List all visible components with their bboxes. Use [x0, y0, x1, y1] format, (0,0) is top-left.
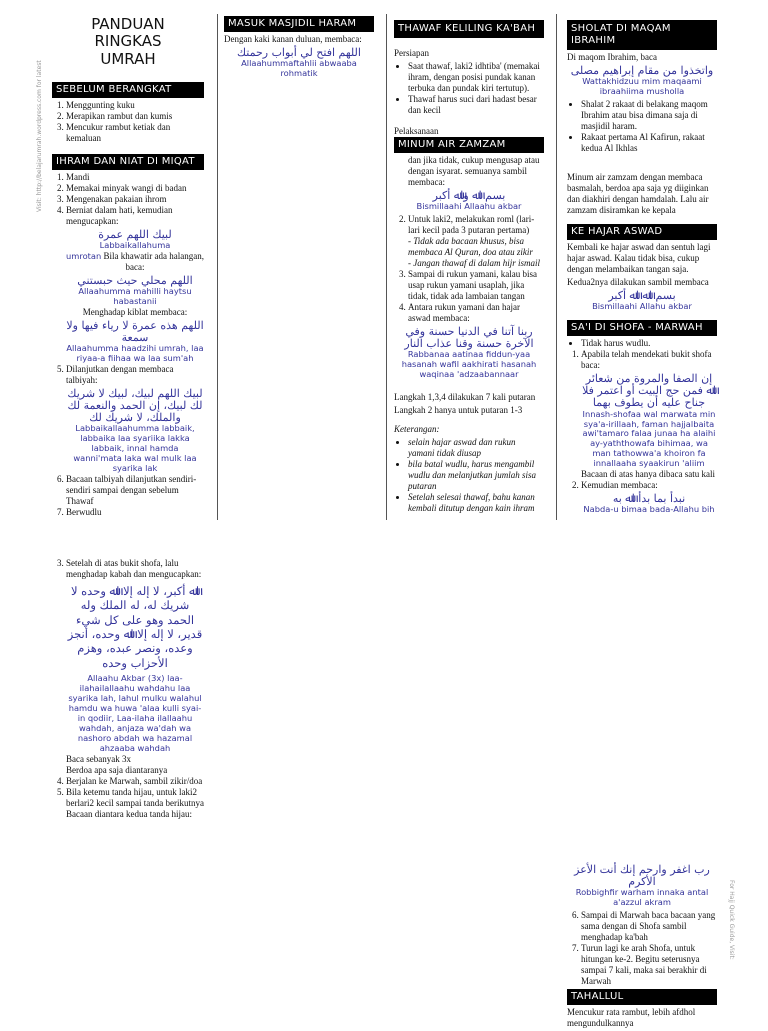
item-text: Untuk laki2, melakukan roml (lari-lari kecil pada 3 putaran pertama)	[408, 214, 535, 236]
arabic-text: رب اﻏﻔﺮ وارﺣﻢ إﻧﻚ أﻧﺖ اﻷﻋﺰ اﻷﻛﺮم	[574, 863, 710, 889]
list-item	[66, 558, 204, 776]
list-item: 2. Memakai minyak wangi di badan	[66, 183, 204, 194]
item-text: Berniat dalam hati, kemudian mengucapkan:	[66, 204, 173, 226]
list-item: 5. Bila ketemu tanda hijau, untuk laki2 berlari2 kecil sampai tanda berikutnya Bacaan diantara kedua tanda hijau:	[66, 787, 204, 820]
sebelum-header: SEBELUM BERANGKAT	[52, 82, 204, 98]
transliteration: Allaahumma mahilli haytsu habastanii	[78, 285, 192, 306]
transliteration: Allaahu Akbar (3x) laa-ilahailallaahu wahdahu laa syarika lah, lahul mulku walahul hamdu wa huwa 'alaa kulli syai-in qodiir, Laa-ilaha ilallaahu wahdah, anjaza wa'dah wa nashoro abdah wa hazamal ahzaaba wahdah	[68, 673, 202, 753]
sai-steps	[567, 349, 717, 515]
note: Bacaan di atas hanya dibaca satu kali	[581, 469, 715, 480]
transliteration: Robbighfir warham innaka antal a'azzul akram	[575, 887, 709, 908]
note: Berdoa apa saja diantaranya	[66, 764, 168, 775]
hajar-text-2: Kedua2nya dilakukan sambil membaca	[567, 277, 709, 288]
arabic-text: ﺑﺴﻢ اﷲ اﷲ أﻛﺒﺮ	[608, 289, 676, 303]
list-item: • Setelah selesai thawaf, bahu kanan kembali ditutup dengan kain ihram	[408, 492, 544, 514]
list-item: • selain hajar aswad dan rukun yamani tidak diusap	[408, 437, 544, 459]
arabic-text: رﺑﻨﺎ آﺗﻨﺎ ﻓﻲ اﻟﺪﻧﻴﺎ ﺣﺴﻨﺔ وﻓﻲ اﻵﺧﺮة ﺣﺴﻨﺔ وﻗﻨﺎ ﻋﺬاب اﻟﻨﺎر	[404, 324, 534, 350]
sholat-text: Di maqom Ibrahim, baca	[567, 52, 657, 63]
keterangan-list	[394, 437, 544, 514]
note: - Tidak ada bacaan khusus, bisa membaca Al Quran, doa atau zikir	[408, 236, 533, 258]
divider-3	[556, 14, 557, 520]
zamzam-text: Minum air zamzam dengan membaca basmalah, berdoa apa saja yg diiginkan dan diakhiri dengan hamdalah. Lalu air zamzam disiramkan ke kepala	[567, 172, 709, 216]
transliteration: Innash-shofaa wal marwata min sya'a-irillaah, faman hajjalbaita awi'tamaro falaa junaa ha alaihi ay-yaththowafa bihimaa, wa man tathowwa'a khoiron fa innallaaha syaakirun 'aliim	[582, 408, 716, 469]
list-item: • Thawaf harus suci dari hadast besar dan kecil	[408, 94, 544, 116]
list-item: • Rakaat pertama Al Kafirun, rakaat kedua Al Ikhlas	[581, 132, 717, 154]
tahallul-header: TAHALLUL	[567, 989, 717, 1005]
list-item: 3. Sampai di rukun yamani, kalau bisa usap rukun yamani usaplah, jika tidak, tidak ada lambaian tangan	[408, 269, 544, 302]
arabic-text: واﺗﺨﺬوا ﻣﻦ ﻣﻘﺎم إﺑﺮاﻫﻴﻢ ﻣﺼﻠﻰ	[570, 64, 714, 78]
arabic-text: ﻟﺒﻴﻚ اﻟﻠﻬﻢ ﻋﻤﺮة	[98, 227, 172, 241]
note: Bila khawatir ada halangan, baca:	[103, 250, 204, 272]
item-text: Kemudian membaca:	[581, 480, 658, 491]
list-item	[581, 480, 717, 515]
list-item: 4. Antara rukun yamani dan hajar aswad membaca:	[408, 302, 544, 324]
hajar-header: KE HAJAR ASWAD	[567, 224, 717, 240]
thawaf-steps	[394, 214, 544, 324]
transliteration: Allaahumma haadzihi umrah, laa riyaa-a fiihaa wa laa sum'ah	[66, 342, 204, 363]
sai-header: SA'I DI SHOFA - MARWAH	[567, 320, 717, 336]
page-title: PANDUAN RINGKAS UMRAH	[91, 15, 165, 68]
note: Baca sebanyak 3x	[66, 753, 131, 764]
list-item	[66, 205, 204, 364]
side-note-right: For Hajj Quick Guide, Visit:	[728, 880, 735, 960]
transliteration: Nabda-u bimaa bada-Allahu bih	[583, 504, 715, 515]
arabic-text: ﻟﺒﻴﻚ اﻟﻠﻬﻢ ﻟﺒﻴﻚ، ﻟﺒﻴﻚ ﻻ ﺷﺮﻳﻚ ﻟﻚ ﻟﺒﻴﻚ، إن اﻟﺤﻤﺪ واﻟﻨﻌﻤﺔ ﻟﻚ واﻟﻤﻠﻚ، ﻻ ﺷﺮﻳﻚ ﻟﻚ	[67, 386, 203, 425]
arabic-text: ﻧﺒﺪأ ﺑﻤﺎ ﺑﺪأ اﷲ ﺑﻪ	[612, 492, 686, 506]
arabic-text: ﺑﺴﻢ اﷲ واﷲ أﻛﺒﺮ	[432, 189, 506, 203]
transliteration: Wattakhidzuu mim maqaami ibraahiima mushollа	[582, 76, 702, 97]
ihram-list	[52, 172, 204, 518]
sholat-list	[567, 99, 717, 154]
bottom-left	[52, 556, 204, 822]
tahallul-text: Mencukur rata rambut, lebih afdhol mengundulkannya	[567, 1007, 696, 1029]
sai-steps-continued	[52, 558, 204, 820]
list-item: 6. Sampai di Marwah baca bacaan yang sama dengan di Shofa sambil menghadap ka'bah	[581, 910, 717, 943]
zamzam-cont: dan jika tidak, cukup mengusap atau dengan isyarat. semuanya sambil membaca:	[408, 155, 540, 188]
hajar-text: Kembali ke hajar aswad dan sentuh lagi hajar aswad. Kalau tidak bisa, cukup dengan melambaikan tangan saja.	[567, 242, 711, 275]
item-text: Setelah di atas bukit shofa, lalu menghadap kabah dan mengucapkan:	[66, 558, 202, 579]
arabic-text: اﻟﻠﻬﻢ ﻫﺬﻩ ﻋﻤﺮة ﻻ رﻳﺎء ﻓﻴﻬﺎ وﻻ ﺳﻤﻌﺔ	[66, 318, 204, 344]
list-item: 7. Berwudlu	[66, 507, 204, 518]
item-text: Apabila telah mendekati bukit shofa baca:	[581, 349, 712, 371]
langkah-1: Langkah 1,3,4 dilakukan 7 kali putaran	[394, 391, 536, 402]
arabic-text: اﻟﻠﻬﻢ ﻣﺤﻠﻲ ﺣﻴﺚ ﺣﺒﺴﺘﻨﻲ	[77, 273, 193, 287]
list-item: 3. Mencukur rambut ketiak dan kemaluan	[66, 122, 204, 144]
item-text: Dilanjutkan dengan membaca talbiyah:	[66, 363, 174, 385]
sai-bullets	[567, 338, 717, 349]
transliteration: Labbaikallahuma	[99, 239, 171, 250]
keterangan-label: Keterangan:	[394, 423, 440, 434]
list-item: 1. Mandi	[66, 172, 204, 183]
langkah-2: Langkah 2 hanya untuk putaran 1-3	[394, 404, 523, 415]
list-item	[408, 214, 544, 269]
arabic-text: اﷲ أﻛﺒﺮ، ﻻ إﻟﻪ إﻻ اﷲ وﺣﺪﻩ ﻻ ﺷﺮﻳﻚ ﻟﻪ، ﻟﻪ اﻟﻤﻠﻚ وﻟﻪ اﻟﺤﻤﺪ وﻫﻮ ﻋﻠﻰ ﻛﻞ ﺷﻲء ﻗﺪﻳﺮ، ﻻ إﻟﻪ إﻻ اﷲ وﺣﺪﻩ، أﻧﺠﺰ وﻋﺪﻩ، وﻧﺼﺮ ﻋﺒﺪﻩ، وﻫﺰم اﻷﺣﺰاب وﺣﺪﻩ	[67, 583, 203, 670]
transliteration: Bismillaahi Allahu akbar	[592, 301, 692, 312]
transliteration: Rabbanaa aatinaa fiddun-yaa hasanah wafil aakhirati hasanah waqinaa 'adzaabannaar	[401, 348, 537, 379]
column-1	[52, 16, 204, 520]
pelaksanaan-label: Pelaksanaan	[394, 126, 439, 136]
list-item: • Shalat 2 rakaat di belakang maqom Ibrahim atau bisa dimana saja di masjidil haram.	[581, 99, 717, 132]
arabic-text: اﻟﻠﻬﻢ اﻓﺘﺢ ﻟﻲ أﺑﻮاب رﺣﻤﺘﻚ	[237, 46, 361, 60]
persiapan-list	[394, 61, 544, 116]
note: Menghadap kiblat membaca:	[82, 306, 188, 317]
side-note-left: Visit: http://belajarumrah.wordpress.com for latest	[36, 60, 43, 212]
sholat-header: SHOLAT DI MAQAM IBRAHIM	[567, 20, 717, 50]
column-4	[567, 20, 717, 517]
sai-steps-end	[567, 910, 717, 987]
list-item: • Tidak harus wudlu.	[581, 338, 717, 349]
transliteration: umrotan	[66, 250, 102, 261]
list-item: 2. Merapikan rambut dan kumis	[66, 111, 204, 122]
thawaf-header: THAWAF KELILING KA'BAH	[394, 20, 544, 38]
masuk-header: MASUK MASJIDIL HARAM	[224, 16, 374, 32]
arabic-text: إن اﻟﺼﻔﺎ واﻟﻤﺮوة ﻣﻦ ﺷﻌﺎﺋﺮ اﷲ ﻓﻤﻦ ﺣﺞ اﻟﺒﻴﺖ أو اﻋﺘﻤﺮ ﻓﻼ ﺟﻨﺎح ﻋﻠﻴﻪ أن ﻳﻄﻮف ﺑﻬﻤﺎ	[582, 372, 716, 410]
list-item: 6. Bacaan talbiyah dilanjutkan sendiri-sendiri sampai dengan sebelum Thawaf	[66, 474, 204, 507]
note: - Jangan thawaf di dalam hijr ismail	[408, 257, 541, 268]
list-item: • bila batal wudlu, harus mengambil wudlu dan melanjutkan jumlah sisa putaran	[408, 459, 544, 492]
transliteration: Bismillaahi Allaahu akbar	[416, 201, 522, 212]
list-item: 1. Menggunting kuku	[66, 100, 204, 111]
masuk-text: Dengan kaki kanan duluan, membaca:	[224, 34, 362, 45]
list-item: 4. Berjalan ke Marwah, sambil zikir/doa	[66, 776, 204, 787]
bottom-right	[567, 862, 717, 1031]
list-item: 7. Turun lagi ke arah Shofa, untuk hitungan ke-2. Begitu seterusnya sampai 7 kali, maka sai berakhir di Marwah	[581, 943, 717, 987]
divider-1	[217, 14, 218, 520]
ihram-header: IHRAM DAN NIAT DI MIQAT	[52, 154, 204, 170]
transliteration: Allaahummaftahlii abwaaba rohmatik	[241, 58, 357, 79]
list-item: • Saat thawaf, laki2 idhtiba' (memakai ihram, dengan posisi pundak kanan terbuka dan pundak kiri tertutup).	[408, 61, 544, 94]
list-item: 3. Mengenakan pakaian ihrom	[66, 194, 204, 205]
sebelum-list	[52, 100, 204, 144]
column-2	[224, 16, 374, 79]
list-item	[581, 349, 717, 480]
zamzam-header: MINUM AIR ZAMZAM	[394, 137, 544, 153]
divider-2	[386, 14, 387, 520]
transliteration: Labbaikallaahumma labbaik, labbaika laa syariika lakka labbaik, innal hamda wanni'mata laka wal mulk laa syarika lak	[73, 423, 197, 473]
list-item	[66, 364, 204, 474]
persiapan-label: Persiapan	[394, 48, 429, 59]
column-3	[394, 20, 544, 516]
